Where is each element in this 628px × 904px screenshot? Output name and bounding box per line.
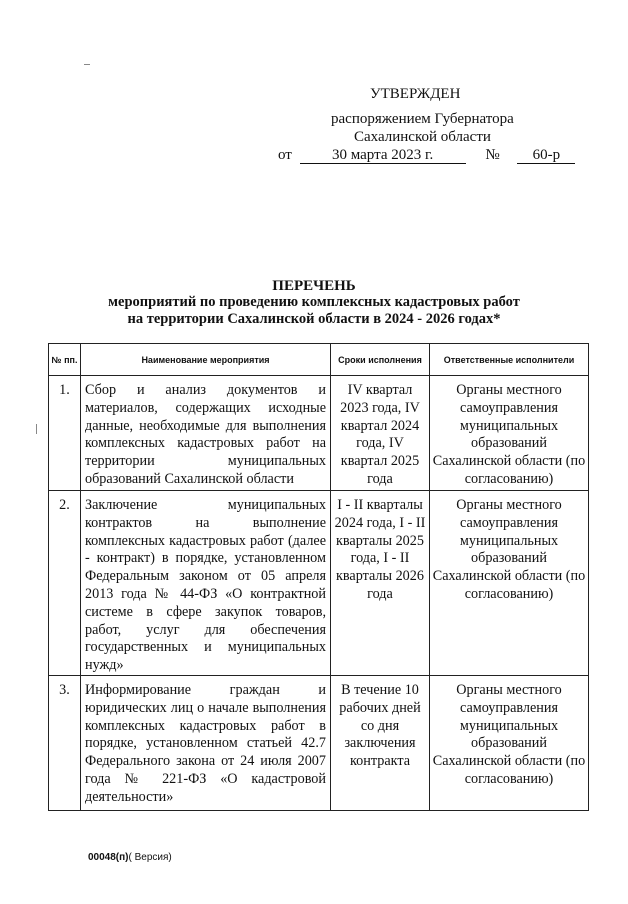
activity-responsible: Органы местного самоуправления муниципальных образований Сахалинской области (по согласованию) bbox=[430, 376, 589, 491]
row-number: 2. bbox=[49, 491, 81, 676]
table-row bbox=[49, 491, 589, 676]
approved-stamp-title: УТВЕРЖДЕН bbox=[370, 86, 461, 102]
approval-number: 60-р bbox=[517, 148, 575, 164]
activity-name: Сбор и анализ документов и материалов, содержащих исходные данные, необходимые для выполнения комплексных кадастровых работ на территории муниципальных образований Сахалинской области bbox=[81, 376, 331, 491]
scan-mark bbox=[36, 424, 37, 434]
header-activity-name: Наименование мероприятия bbox=[81, 344, 331, 376]
table-row bbox=[49, 376, 589, 491]
table-row bbox=[49, 675, 589, 810]
activity-name: Заключение муниципальных контрактов на выполнение комплексных кадастровых работ (далее - контракт) в порядке, установленном Федеральным законом от 05 апреля 2013 года № 44-ФЗ «О контрактной системе в сфере закупок товаров, работ, услуг для обеспечения государственных и муниципальных нужд» bbox=[81, 491, 331, 676]
document-title: ПЕРЕЧЕНЬ bbox=[272, 278, 356, 294]
table-header-row bbox=[49, 344, 589, 376]
approval-line-1: распоряжением Губернатора bbox=[331, 111, 514, 127]
activity-responsible: Органы местного самоуправления муниципальных образований Сахалинской области (по согласованию) bbox=[430, 491, 589, 676]
document-subtitle-line-1: мероприятий по проведению комплексных кадастровых работ bbox=[108, 294, 520, 310]
document-footer bbox=[88, 852, 172, 863]
document-version: ( Версия) bbox=[128, 852, 172, 863]
activities-table bbox=[48, 343, 589, 811]
scan-mark bbox=[84, 64, 90, 65]
approval-date: 30 марта 2023 г. bbox=[300, 148, 466, 164]
number-label: № bbox=[485, 147, 500, 163]
approval-date-line bbox=[278, 147, 575, 164]
activity-deadline: В течение 10 рабочих дней со дня заключения контракта bbox=[331, 675, 430, 810]
row-number: 3. bbox=[49, 675, 81, 810]
header-responsible: Ответственные исполнители bbox=[430, 344, 589, 376]
activity-deadline: IV квартал 2023 года, IV квартал 2024 года, IV квартал 2025 года bbox=[331, 376, 430, 491]
header-deadline: Сроки исполнения bbox=[331, 344, 430, 376]
from-label: от bbox=[278, 147, 292, 163]
document-code: 00048(п) bbox=[88, 852, 129, 863]
approval-line-2: Сахалинской области bbox=[354, 129, 491, 145]
activity-name: Информирование граждан и юридических лиц о начале выполнения комплексных кадастровых работ в порядке, установленном статьей 42.7 Федерального закона от 24 июля 2007 года № 221-ФЗ «О кадастровой деятельности» bbox=[81, 675, 331, 810]
header-number: № пп. bbox=[49, 344, 81, 376]
activity-responsible: Органы местного самоуправления муниципальных образований Сахалинской области (по согласованию) bbox=[430, 675, 589, 810]
row-number: 1. bbox=[49, 376, 81, 491]
document-subtitle-line-2: на территории Сахалинской области в 2024 - 2026 годах* bbox=[127, 311, 501, 327]
activity-deadline: I - II кварталы 2024 года, I - II кварталы 2025 года, I - II кварталы 2026 года bbox=[331, 491, 430, 676]
